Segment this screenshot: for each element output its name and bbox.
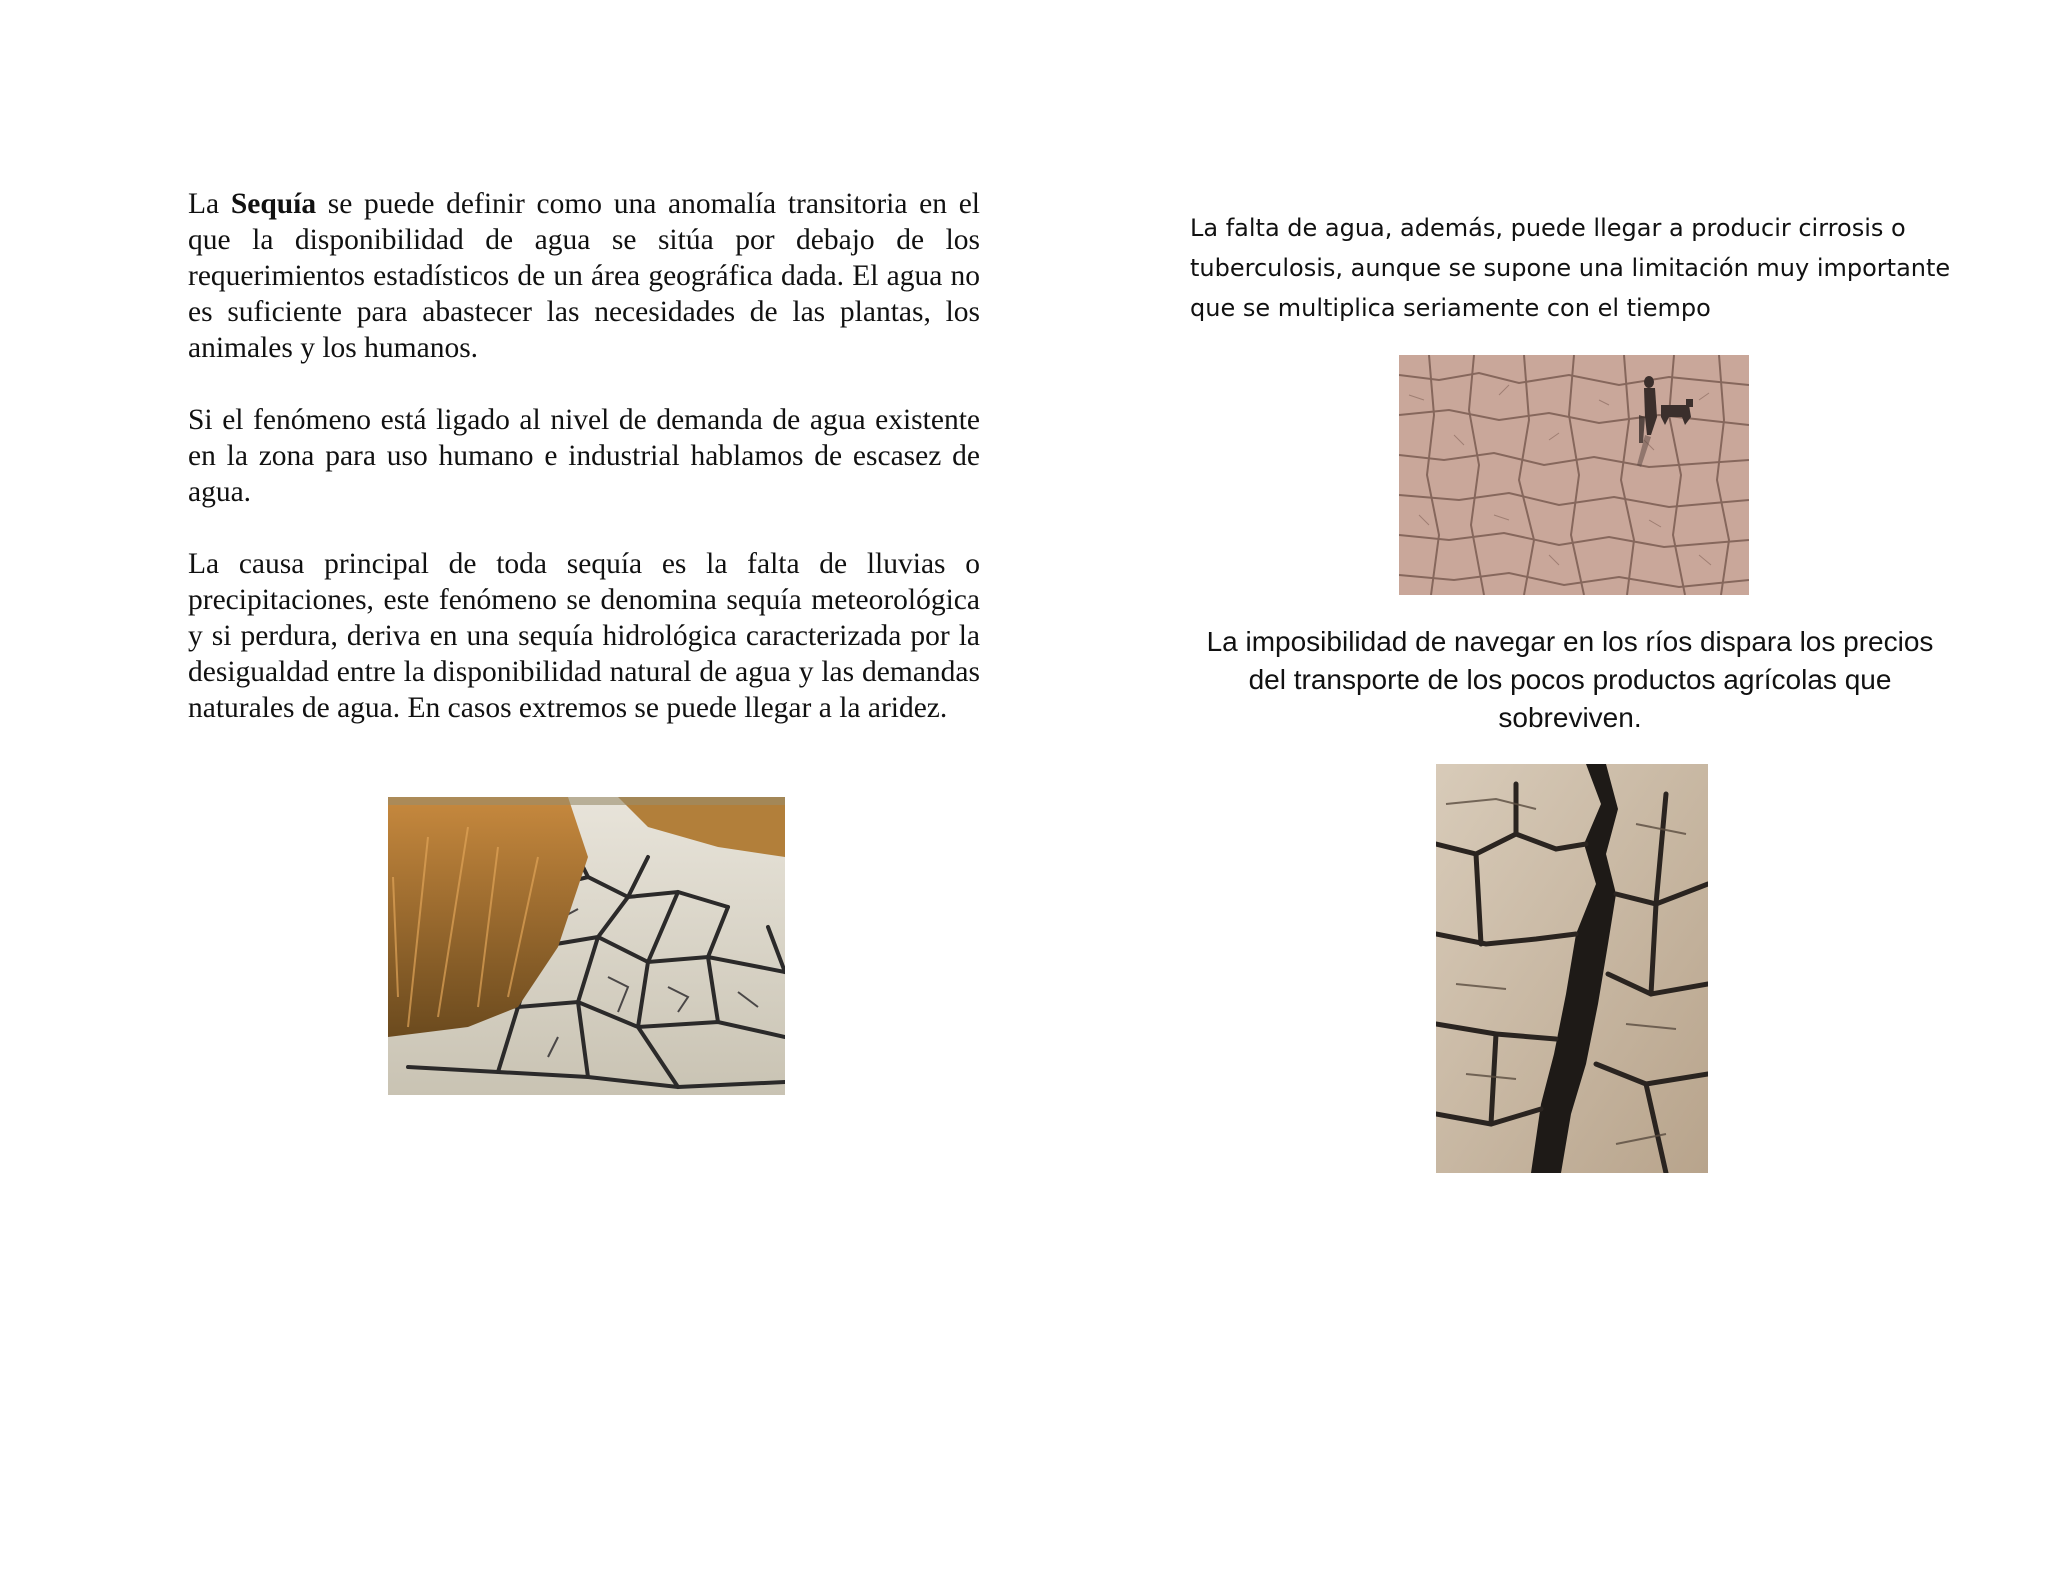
right-paragraph-transport-line-1: La imposibilidad de navegar en los ríos dispara los precios <box>1206 626 1934 657</box>
paragraph-definition-body: se puede definir como una anomalía transitoria en el que la disponibilidad de agua se sitúa por debajo de los requerimientos estadísticos de un área geográfica dada. El agua no es suficiente para abastecer las necesidades de las plantas, los animales y los humanos. <box>188 188 980 364</box>
right-paragraph-transport-line-2: del transporte de los pocos productos agrícolas que <box>1248 664 1892 695</box>
right-paragraph-transport <box>1190 623 1950 737</box>
right-paragraph-transport-line-3: sobreviven. <box>1498 702 1642 733</box>
right-paragraph-health-line-1: La falta de agua, además, puede llegar a producir cirrosis o <box>1190 214 1906 242</box>
paragraph-definition <box>188 186 980 366</box>
right-paragraph-health <box>1190 208 1980 328</box>
term-sequia: Sequía <box>230 188 317 220</box>
paragraph-definition-intro: La <box>188 188 231 220</box>
right-paragraph-health-line-2: tuberculosis, aunque se supone una limitación muy importante <box>1190 254 1951 282</box>
cracked-riverbed-image <box>388 797 785 1095</box>
paragraph-escasez: Si el fenómeno está ligado al nivel de demanda de agua existente en la zona para uso humano e industrial hablamos de escasez de agua. <box>188 404 980 508</box>
aerial-cracked-earth-image <box>1399 355 1749 595</box>
paragraph-causa: La causa principal de toda sequía es la falta de lluvias o precipitaciones, este fenómeno se denomina sequía meteorológica y si perdura, deriva en una sequía hidrológica caracterizada por la desigualdad entre la disponibilidad natural de agua y las demandas naturales de agua. En casos extremos se puede llegar a la aridez. <box>188 548 980 724</box>
deep-soil-crack-image <box>1436 764 1708 1173</box>
left-column <box>188 186 980 762</box>
right-paragraph-health-line-3: que se multiplica seriamente con el tiempo <box>1190 294 1711 322</box>
